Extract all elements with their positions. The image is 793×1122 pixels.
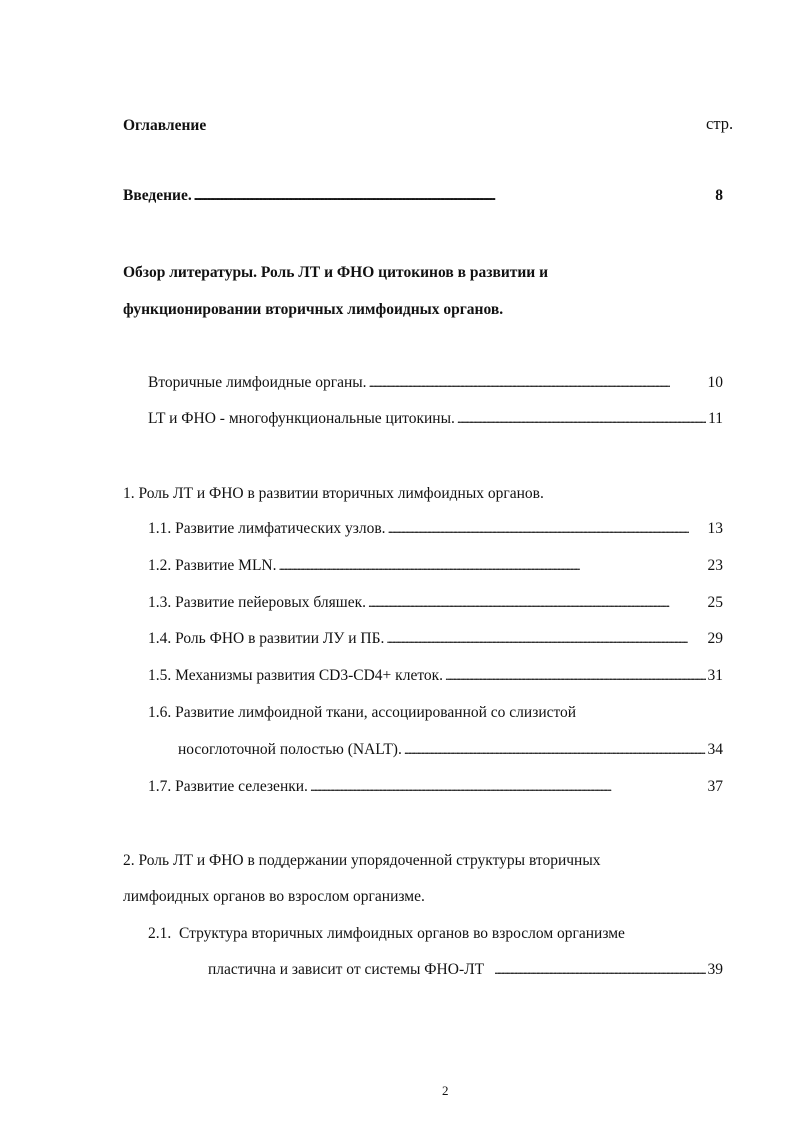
dot-leader	[369, 373, 706, 393]
entry-label: 1.3. Развитие пейеровых бляшек.	[148, 594, 366, 611]
toc-entry-intro[interactable]	[123, 186, 723, 206]
entry-label: LT и ФНО - многофункциональные цитокины.	[148, 410, 455, 427]
dot-leader	[194, 186, 714, 206]
section2-title-line1: 2. Роль ЛТ и ФНО в поддержании упорядоченной структуры вторичных	[123, 852, 601, 869]
entry-page: 13	[707, 520, 723, 537]
dot-leader	[368, 593, 706, 613]
entry-label: 1.1. Развитие лимфатических узлов.	[148, 520, 386, 537]
entry-page: 11	[708, 410, 723, 427]
page-column-label: стр.	[706, 114, 734, 133]
review-title-line2: функционировании вторичных лимфоидных органов.	[123, 301, 504, 318]
entry-page: 29	[707, 630, 723, 647]
entry-label: 1.2. Развитие MLN.	[148, 557, 277, 574]
dot-leader	[457, 409, 706, 429]
entry-label: пластична и зависит от системы ФНО-ЛТ	[208, 961, 485, 978]
toc-entry[interactable]	[148, 593, 723, 613]
entry-page: 25	[707, 594, 723, 611]
review-title-line1: Обзор литературы. Роль ЛТ и ФНО цитокинов в развитии и	[123, 264, 549, 281]
entry-label: Вторичные лимфоидные органы.	[148, 374, 367, 391]
entry-page: 8	[715, 187, 723, 204]
dot-leader	[404, 740, 706, 760]
toc-entry[interactable]	[178, 740, 723, 760]
entry-page: 10	[707, 374, 723, 391]
page-number: 2	[442, 1083, 449, 1098]
entry-page: 34	[707, 741, 723, 758]
toc-entry[interactable]	[148, 373, 723, 393]
toc-entry[interactable]	[148, 629, 723, 649]
toc-entry[interactable]	[148, 556, 723, 576]
section1-title: 1. Роль ЛТ и ФНО в развитии вторичных лимфоидных органов.	[123, 485, 544, 502]
entry-label: 1.7. Развитие селезенки.	[148, 778, 308, 795]
entry-page: 39	[707, 961, 723, 978]
toc-entry[interactable]	[148, 519, 723, 539]
entry-page: 31	[707, 667, 723, 684]
toc-entry-label-line1[interactable]: 2.1. Структура вторичных лимфоидных органов во взрослом организме	[148, 925, 625, 942]
toc-entry[interactable]	[148, 666, 723, 686]
dot-leader	[388, 519, 706, 539]
entry-page: 23	[707, 557, 723, 574]
dot-leader	[279, 556, 706, 576]
entry-label: носоглоточной полостью (NALT).	[178, 741, 402, 758]
dot-leader	[386, 629, 705, 649]
toc-entry-label-line1[interactable]: 1.6. Развитие лимфоидной ткани, ассоциированной со слизистой	[148, 704, 577, 721]
toc-heading: Оглавление	[123, 117, 207, 134]
dot-leader	[445, 666, 705, 686]
entry-page: 37	[707, 778, 723, 795]
dot-leader	[310, 777, 706, 797]
toc-entry[interactable]	[208, 960, 723, 980]
toc-entry[interactable]	[148, 777, 723, 797]
toc-entry[interactable]	[148, 409, 723, 429]
entry-label: 1.5. Механизмы развития CD3-CD4+ клеток.	[148, 667, 444, 684]
entry-label: Введение.	[123, 187, 192, 204]
entry-label: 1.4. Роль ФНО в развитии ЛУ и ПБ.	[148, 630, 385, 647]
dot-leader	[494, 960, 705, 980]
section2-title-line2: лимфоидных органов во взрослом организме.	[123, 888, 425, 905]
